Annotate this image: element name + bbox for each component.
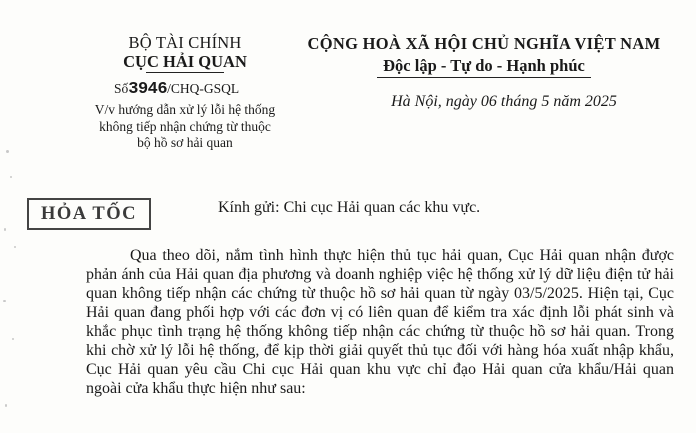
scan-speck: [4, 228, 6, 231]
republic-title: CỘNG HOÀ XÃ HỘI CHỦ NGHĨA VIỆT NAM: [307, 34, 661, 53]
doc-number-suffix: /CHQ-GSQL: [167, 81, 240, 96]
scan-speck: [10, 176, 12, 178]
agency-underline: [146, 72, 224, 73]
doc-number-prefix: Số: [114, 81, 129, 96]
document-number: [70, 80, 300, 99]
urgent-stamp: HỎA TỐC: [27, 198, 151, 230]
agency-name: CỤC HẢI QUAN: [123, 52, 247, 71]
scan-speck: [14, 246, 16, 248]
doc-number-value: 3946: [128, 80, 168, 99]
document-subject: [70, 102, 300, 152]
issuing-authority-block: [70, 34, 300, 152]
scan-speck: [3, 300, 6, 302]
issue-date: Hà Nội, ngày 06 tháng 5 năm 2025: [391, 93, 617, 110]
subject-line: bộ hồ sơ hải quan: [137, 135, 233, 150]
body-paragraph: Qua theo dõi, nắm tình hình thực hiện thủ tục hải quan, Cục Hải quan nhận được phản ánh của Hải quan địa phương và doanh nghiệp việc hệ thống xử lý dữ liệu điện tử hải quan không tiếp nhận các chứng từ thuộc hồ sơ hải quan từ ngày 03/5/2025. Hiện tại, Cục Hải quan đang phối hợp với các đơn vị có liên quan để kiểm tra xác định lỗi phát sinh và khắc phục tình trạng hệ thống không tiếp nhận các chứng từ thuộc hồ sơ hải quan. Trong khi chờ xử lý lỗi hệ thống, để kịp thời giải quyết thủ tục đối với hàng hóa xuất nhập khẩu, Cục Hải quan yêu cầu Chi cục Hải quan khu vực chỉ đạo Hải quan cửa khẩu/Hải quan ngoài cửa khẩu thực hiện như sau:: [86, 247, 674, 397]
subject-line: không tiếp nhận chứng từ thuộc: [99, 118, 271, 134]
scan-speck: [6, 150, 9, 153]
scan-speck: [5, 404, 7, 407]
motto-underline: [377, 77, 591, 78]
recipient-line: Kính gửi: Chi cục Hải quan các khu vực.: [218, 199, 481, 216]
ministry-name: BỘ TÀI CHÍNH: [128, 33, 242, 52]
scan-speck: [12, 338, 14, 340]
subject-line: V/v hướng dẫn xử lý lỗi hệ thống: [94, 102, 276, 117]
national-header-block: [298, 34, 670, 111]
national-motto: Độc lập - Tự do - Hạnh phúc: [383, 56, 585, 75]
